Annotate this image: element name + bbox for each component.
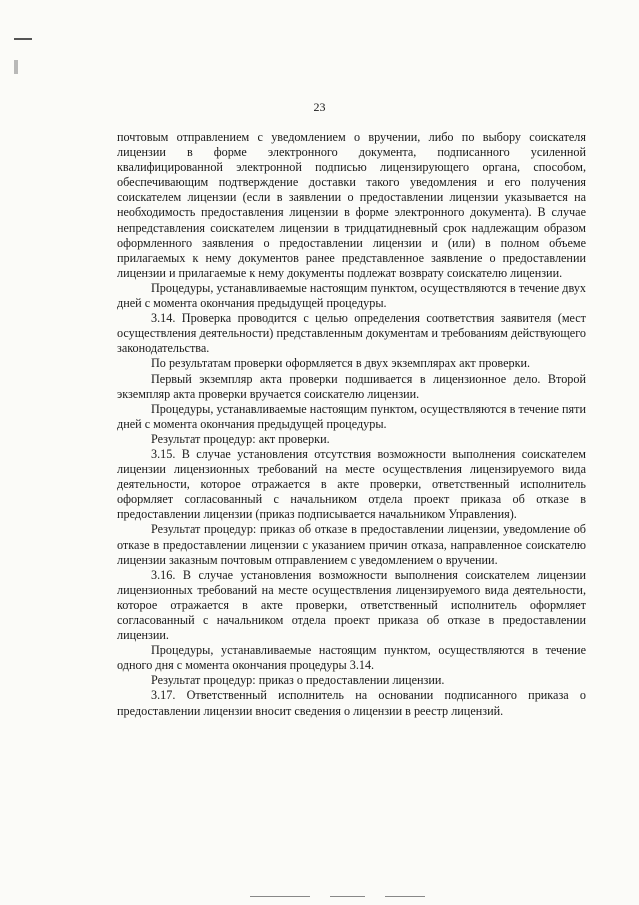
paragraph: 3.14. Проверка проводится с целью определения соответствия заявителя (мест осуществления деятельности) представленным документам и требованиям действующего законодательства. xyxy=(117,311,586,356)
scan-edge-mark xyxy=(14,38,32,40)
paragraph: Результат процедур: приказ об отказе в предоставлении лицензии, уведомление об отказе в предоставлении лицензии с указанием причин отказа, направленное соискателю лицензии заказным почтовым отправлением с уведомлением о вручении. xyxy=(117,522,586,567)
paragraph: Результат процедур: приказ о предоставлении лицензии. xyxy=(151,673,445,688)
paragraph: Процедуры, устанавливаемые настоящим пунктом, осуществляются в течение двух дней с момента окончания предыдущей процедуры. xyxy=(117,280,586,311)
paragraph: 3.16. В случае установления возможности выполнения соискателем лицензии лицензионных требований на месте осуществления лицензируемого вида деятельности, которое отражается в акте проверки, ответственный исполнитель оформляет согласованный с начальником отдела проект приказа об отказе в предоставлении лицензии. xyxy=(117,567,586,643)
paragraph: Процедуры, устанавливаемые настоящим пунктом, осуществляются в течение пяти дней с момента окончания предыдущей процедуры. xyxy=(117,401,586,431)
paragraph: 3.17. Ответственный исполнитель на основании подписанного приказа о предоставлении лицензии вносит сведения о лицензии в реестр лицензий. xyxy=(117,688,586,718)
paragraph: почтовым отправлением с уведомлением о вручении, либо по выбору соискателя лицензии в форме электронного документа, подписанного усиленной квалифицированной электронной подписью лицензирующего органа, способом, обеспечивающим подтверждение доставки такого уведомления и его получения соискателем лицензии (если в заявлении о предоставлении лицензии указывается на необходимость предоставления лицензии в форме электронного документа). В случае непредставления соискателем лицензии в тридцатидневный срок надлежащим образом оформленного заявления о предоставлении лицензии и (или) в полном объеме прилагаемых к нему документов ранее представленное заявление о предоставлении лицензии и прилагаемые к нему документы подлежат возврату соискателю лицензии. xyxy=(117,130,586,280)
document-body xyxy=(117,130,586,719)
paragraph: Первый экземпляр акта проверки подшивается в лицензионное дело. Второй экземпляр акта проверки вручается соискателю лицензии. xyxy=(117,371,586,401)
paragraph: Результат процедур: акт проверки. xyxy=(151,431,330,446)
scan-footer-artifact xyxy=(330,896,365,897)
paragraph: По результатам проверки оформляется в двух экземплярах акт проверки. xyxy=(151,356,531,371)
scan-footer-artifact xyxy=(250,896,310,897)
paragraph: Процедуры, устанавливаемые настоящим пунктом, осуществляются в течение одного дня с момента окончания процедуры 3.14. xyxy=(117,643,586,673)
page-number: 23 xyxy=(313,100,326,114)
scan-edge-smudge xyxy=(14,60,18,74)
scan-footer-artifact xyxy=(385,896,425,897)
paragraph: 3.15. В случае установления отсутствия возможности выполнения соискателем лицензии лицензионных требований на месте осуществления лицензируемого вида деятельности, которое отражается в акте проверки, ответственный исполнитель оформляет согласованный с начальником отдела проект приказа об отказе в предоставлении лицензии (приказ подписывается начальником Управления). xyxy=(117,446,586,522)
